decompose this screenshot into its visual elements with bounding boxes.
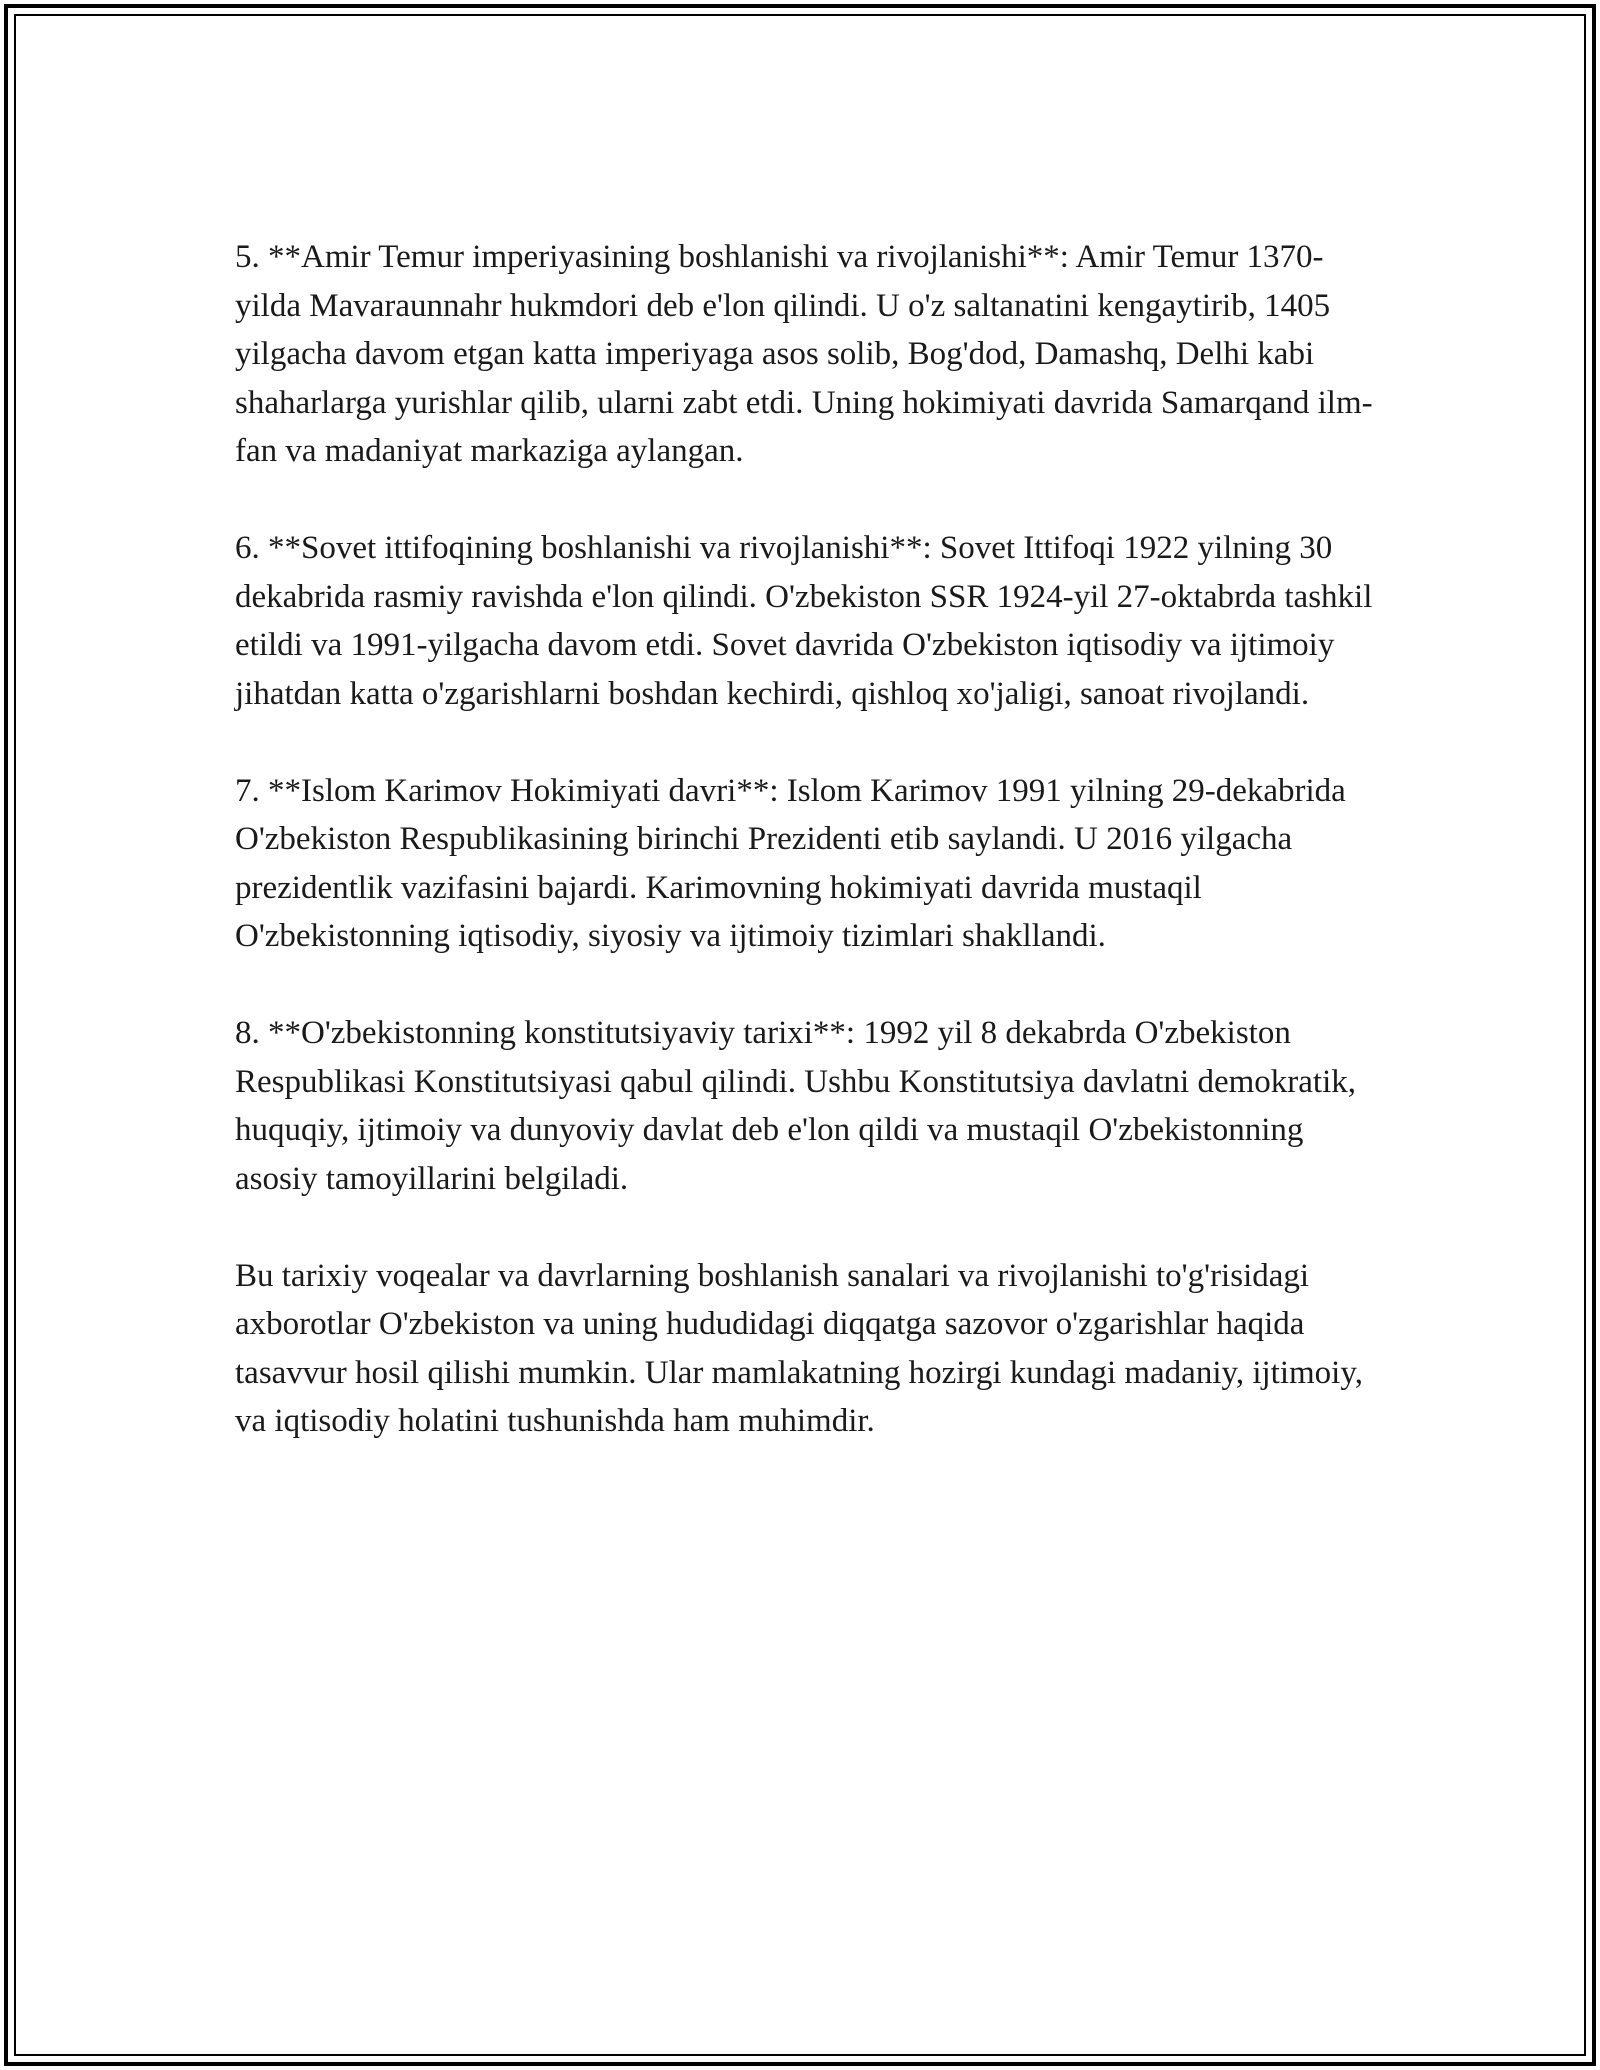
paragraph-sovet-ittifoqi: 6. **Sovet ittifoqining boshlanishi va rivojlanishi**: Sovet Ittifoqi 1922 yilning 30 dekabrida rasmiy ravishda e'lon qilindi. O'zbekiston SSR 1924-yil 27-oktabrda tashkil etildi va 1991-yilgacha davom etdi. Sovet davrida O'zbekiston iqtisodiy va ijtimoiy jihatdan katta o'zgarishlarni boshdan kechirdi, qishloq xo'jaligi, sanoat rivojlandi. bbox=[235, 530, 1373, 712]
document-body bbox=[235, 233, 1380, 1446]
paragraph-konstitutsiya: 8. **O'zbekistonning konstitutsiyaviy tarixi**: 1992 yil 8 dekabrda O'zbekiston Respublikasi Konstitutsiyasi qabul qilindi. Ushbu Konstitutsiya davlatni demokratik, huquqiy, ijtimoiy va dunyoviy davlat deb e'lon qildi va mustaqil O'zbekistonning asosiy tamoyillarini belgiladi. bbox=[235, 1015, 1357, 1197]
paragraph-islom-karimov: 7. **Islom Karimov Hokimiyati davri**: Islom Karimov 1991 yilning 29-dekabrida O'zbekiston Respublikasining birinchi Prezidenti etib saylandi. U 2016 yilgacha prezidentlik vazifasini bajardi. Karimovning hokimiyati davrida mustaqil O'zbekistonning iqtisodiy, siyosiy va ijtimoiy tizimlari shakllandi. bbox=[235, 772, 1346, 954]
paragraph-amir-temur: 5. **Amir Temur imperiyasining boshlanishi va rivojlanishi**: Amir Temur 1370-yilda Mavaraunnahr hukmdori deb e'lon qilindi. U o'z saltanatini kengaytirib, 1405 yilgacha davom etgan katta imperiyaga asos solib, Bog'dod, Damashq, Delhi kabi shaharlarga yurishlar qilib, ularni zabt etdi. Uning hokimiyati davrida Samarqand ilm-fan va madaniyat markaziga aylangan. bbox=[235, 239, 1373, 469]
paragraph-conclusion: Bu tarixiy voqealar va davrlarning boshlanish sanalari va rivojlanishi to'g'risidagi axborotlar O'zbekiston va uning hududidagi diqqatga sazovor o'zgarishlar haqida tasavvur hosil qilishi mumkin. Ular mamlakatning hozirgi kundagi madaniy, ijtimoiy, va iqtisodiy holatini tushunishda ham muhimdir. bbox=[235, 1257, 1363, 1439]
